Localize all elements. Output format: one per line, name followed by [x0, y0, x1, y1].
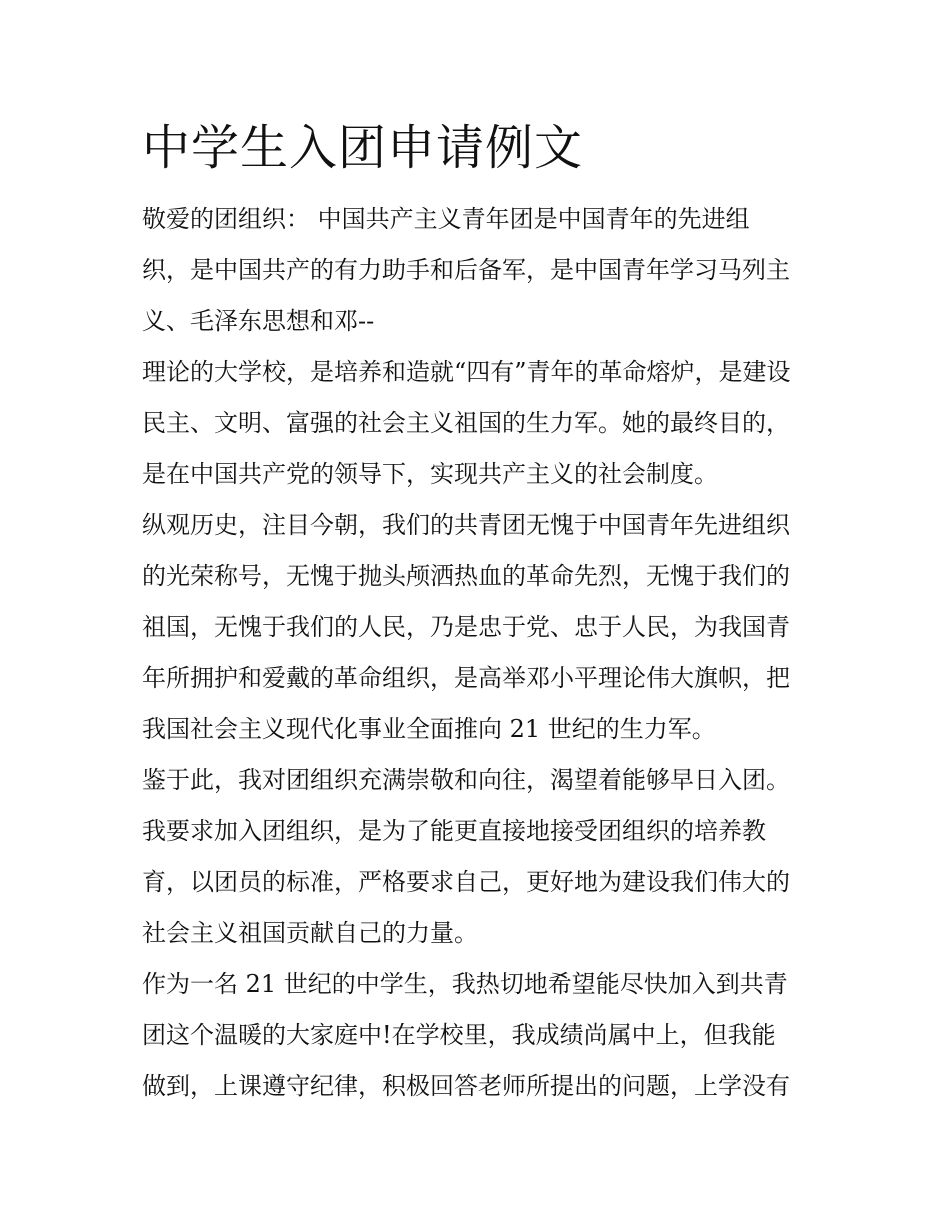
text-line: 义、毛泽东思想和邓--	[142, 307, 375, 335]
text-line: 祖国，无愧于我们的人民，乃是忠于党、忠于人民，为我国青	[142, 613, 790, 641]
text-line: 纵观历史，注目今朝，我们的共青团无愧于中国青年先进组织	[142, 511, 790, 539]
document-title: 中学生入团申请例文	[142, 120, 584, 176]
text-line: 作为一名 21 世纪的中学生，我热切地希望能尽快加入到共青	[142, 970, 788, 998]
text-line: 敬爱的团组织： 中国共产主义青年团是中国青年的先进组	[142, 205, 750, 233]
text-line: 我国社会主义现代化事业全面推向 21 世纪的生力军。	[142, 715, 716, 743]
text-line: 织，是中国共产的有力助手和后备军，是中国青年学习马列主	[142, 256, 790, 284]
text-line: 鉴于此，我对团组织充满崇敬和向往，渴望着能够早日入团。	[142, 766, 790, 794]
text-line: 是在中国共产党的领导下，实现共产主义的社会制度。	[142, 460, 718, 488]
text-line: 育，以团员的标准，严格要求自己，更好地为建设我们伟大的	[142, 868, 790, 896]
text-line: 做到，上课遵守纪律，积极回答老师所提出的问题，上学没有	[142, 1072, 790, 1100]
text-line: 社会主义祖国贡献自己的力量。	[142, 919, 478, 947]
text-line: 的光荣称号，无愧于抛头颅洒热血的革命先烈，无愧于我们的	[142, 562, 790, 590]
text-line: 民主、文明、富强的社会主义祖国的生力军。她的最终目的，	[142, 409, 790, 437]
text-line: 我要求加入团组织，是为了能更直接地接受团组织的培养教	[142, 817, 766, 845]
text-line: 理论的大学校，是培养和造就“四有”青年的革命熔炉，是建设	[142, 358, 791, 386]
text-line: 年所拥护和爱戴的革命组织，是高举邓小平理论伟大旗帜，把	[142, 664, 790, 692]
text-line: 团这个温暖的大家庭中!在学校里，我成绩尚属中上，但我能	[142, 1021, 776, 1049]
